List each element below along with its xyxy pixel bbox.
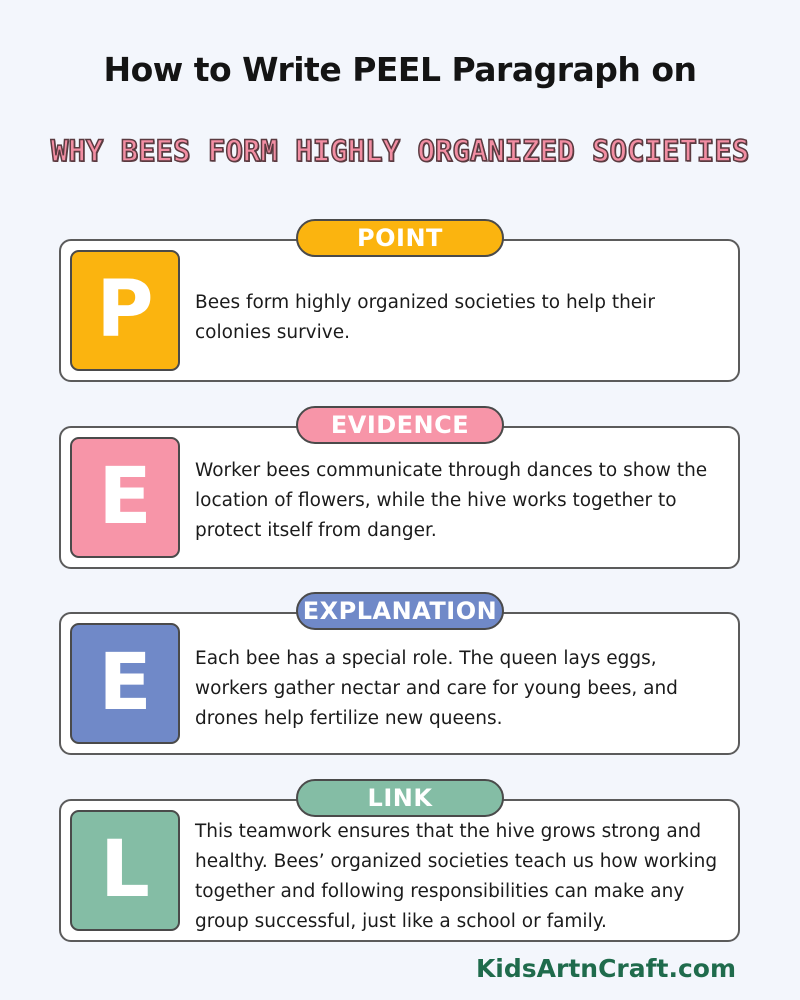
point-text: Bees form highly organized societies to help their colonies survive. — [195, 292, 655, 343]
site-brand[interactable]: KidsArtnCraft.com — [475, 954, 736, 983]
explanation-letter-box: E — [70, 623, 180, 744]
evidence-letter-box: E — [70, 437, 180, 558]
point-label-pill: POINT — [296, 219, 504, 257]
page-title: How to Write PEEL Paragraph on — [103, 50, 697, 89]
link-label-pill: LINK — [296, 779, 504, 817]
explanation-label-pill: EXPLANATION — [296, 592, 504, 630]
page-subtitle: WHY BEES FORM HIGHLY ORGANIZED SOCIETIES — [50, 134, 750, 168]
evidence-label-pill: EVIDENCE — [296, 406, 504, 444]
link-letter-box: L — [70, 810, 180, 931]
explanation-text: Each bee has a special role. The queen lays eggs, workers gather nectar and care for young bees, and drones help fertilize new queens. — [195, 648, 678, 729]
link-text: This teamwork ensures that the hive grows strong and healthy. Bees’ organized societies teach us how working together and following responsibilities can make any group successful, just like a school or family. — [195, 821, 718, 932]
point-letter-box: P — [70, 250, 180, 371]
evidence-text: Worker bees communicate through dances to show the location of flowers, while the hive works together to protect itself from danger. — [195, 460, 708, 541]
